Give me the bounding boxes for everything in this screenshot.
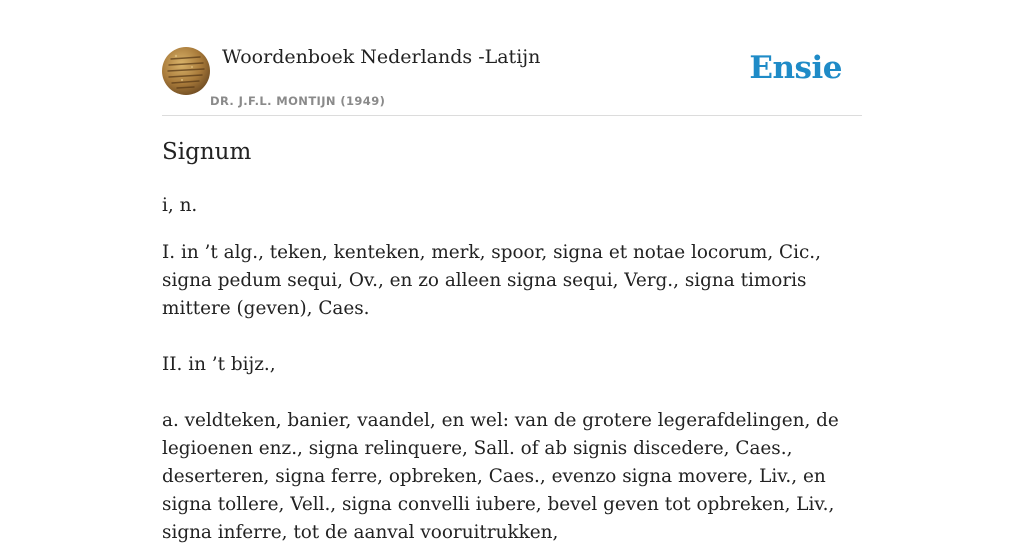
page (162, 0, 862, 543)
book-author: DR. J.F.L. MONTIJN (1949) (210, 94, 386, 108)
entry-sense-1: I. in ’t alg., teken, kenteken, merk, spoor, signa et notae locorum, Cic., signa pedum sequi, Ov., en zo alleen signa sequi, Verg., signa timoris mittere (geven), Caes. (162, 242, 821, 319)
entry-body (162, 192, 862, 547)
book-title[interactable]: Woordenboek Nederlands -Latijn (222, 46, 541, 68)
entry-title: Signum (162, 139, 252, 165)
entry-grammar: i, n. (162, 195, 198, 216)
book-cover-icon[interactable] (162, 47, 210, 95)
book-header (162, 0, 862, 116)
entry-sense-2: II. in ’t bijz., (162, 354, 276, 375)
entry-sense-2a: a. veldteken, banier, vaandel, en wel: van de grotere legerafdelingen, de legioenen enz., signa relinquere, Sall. of ab signis discedere, Caes., deserteren, signa ferre, opbreken, Caes., evenzo signa movere, Liv., en signa tollere, Vell., signa convelli iubere, bevel geven tot opbreken, Liv., signa inferre, tot de aanval vooruitrukken, (162, 410, 839, 543)
ensie-logo[interactable]: Ensie (749, 50, 842, 86)
